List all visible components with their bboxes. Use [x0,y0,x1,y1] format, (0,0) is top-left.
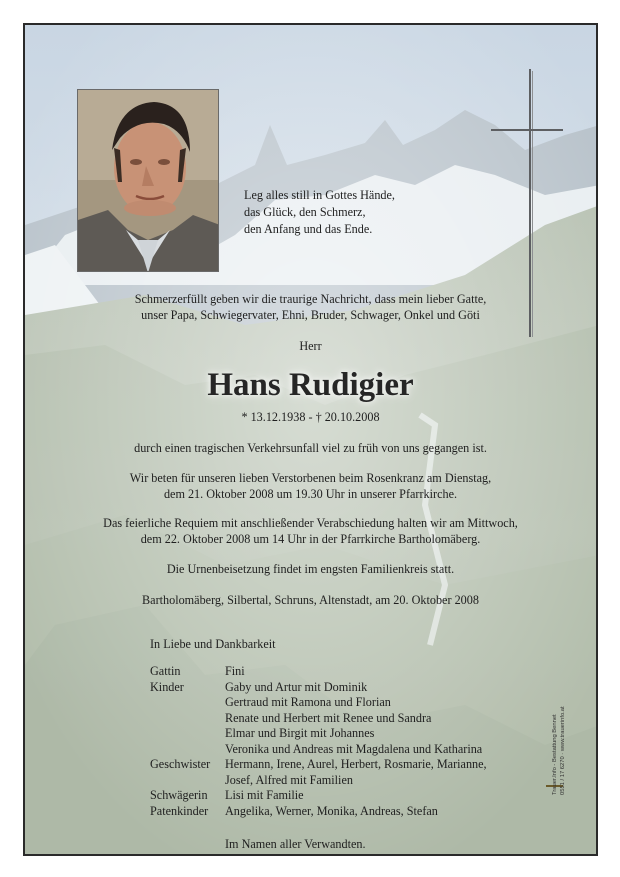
family-row [150,788,487,804]
requiem-info [25,515,596,547]
family-row [150,726,487,742]
announcement-line: Schmerzerfüllt geben wir die traurige Nachricht, dass mein lieber Gatte, [134,292,487,306]
family-role: Kinder [150,679,184,694]
family-names: Josef, Alfred mit Familien [225,772,353,787]
burial-info: Die Urnenbeisetzung findet im engsten Familienkreis statt. [166,562,455,576]
rosary-line: Wir beten für unseren lieben Verstorbenen beim Rosenkranz am Dienstag, [129,471,492,485]
requiem-line: dem 22. Oktober 2008 um 14 Uhr in der Pfarrkirche Bartholomäberg. [140,532,481,546]
quote-line: das Glück, den Schmerz, [244,205,366,219]
funeral-home-imprint [551,705,575,795]
family-role [150,711,225,727]
family-role [150,695,225,711]
family-list [150,664,487,819]
family-names: Angelika, Werner, Monika, Andreas, Stefan [225,803,438,818]
family-role: Patenkinder [150,803,209,818]
family-names: Lisi mit Familie [225,788,304,802]
family-names: Elmar und Birgit mit Johannes [225,726,375,740]
family-role: Gattin [150,664,181,678]
family-role: Geschwister [150,757,211,771]
deceased-name: Hans Rudigier [207,367,414,403]
portrait-image [78,90,219,272]
salutation: Herr [299,339,322,353]
family-names: Gertraud mit Ramona und Florian [225,695,391,709]
announcement-line: unser Papa, Schwiegervater, Ehni, Bruder, Schwager, Onkel und Göti [141,308,480,322]
greeting: In Liebe und Dankbarkeit [150,637,276,651]
imprint-line: 0551 / 17 6270 · www.trauerinfo.at [560,706,566,795]
place-date: Bartholomäberg, Silbertal, Schruns, Altenstadt, am 20. Oktober 2008 [142,593,479,607]
family-row [150,711,487,727]
life-dates: * 13.12.1938 - † 20.10.2008 [241,410,380,424]
rosary-line: dem 21. Oktober 2008 um 19.30 Uhr in unserer Pfarrkirche. [163,487,458,501]
closing: Im Namen aller Verwandten. [225,837,366,851]
quote-line: Leg alles still in Gottes Hände, [244,188,395,202]
family-row [150,804,487,820]
rosary-info [25,470,596,502]
quote [244,187,395,238]
quote-line: den Anfang und das Ende. [244,222,373,236]
family-row [150,695,487,711]
requiem-line: Das feierliche Requiem mit anschließender Verabschiedung halten wir am Mittwoch, [103,516,518,530]
portrait-photo [77,89,219,272]
family-role [150,726,225,742]
family-row [150,773,487,789]
announcement [25,291,596,323]
cross-horizontal-bar [491,129,563,131]
family-role [150,773,225,789]
death-note: durch einen tragischen Verkehrsunfall viel zu früh von uns gegangen ist. [134,441,487,455]
family-names: Hermann, Irene, Aurel, Herbert, Rosmarie, Marianne, [225,757,487,771]
family-role [150,742,225,758]
imprint-line: Trauer.Info - Bestattung Bennet [552,714,558,795]
family-names: Fini [225,664,245,678]
family-names: Veronika und Andreas mit Magdalena und Katharina [225,741,483,756]
family-row [150,742,487,758]
family-row [150,680,487,696]
family-row [150,757,487,773]
family-row [150,664,487,680]
family-names: Renate und Herbert mit Renee und Sandra [225,710,432,725]
obituary-card [23,23,598,856]
family-role: Schwägerin [150,788,208,802]
family-names: Gaby und Artur mit Dominik [225,679,368,694]
